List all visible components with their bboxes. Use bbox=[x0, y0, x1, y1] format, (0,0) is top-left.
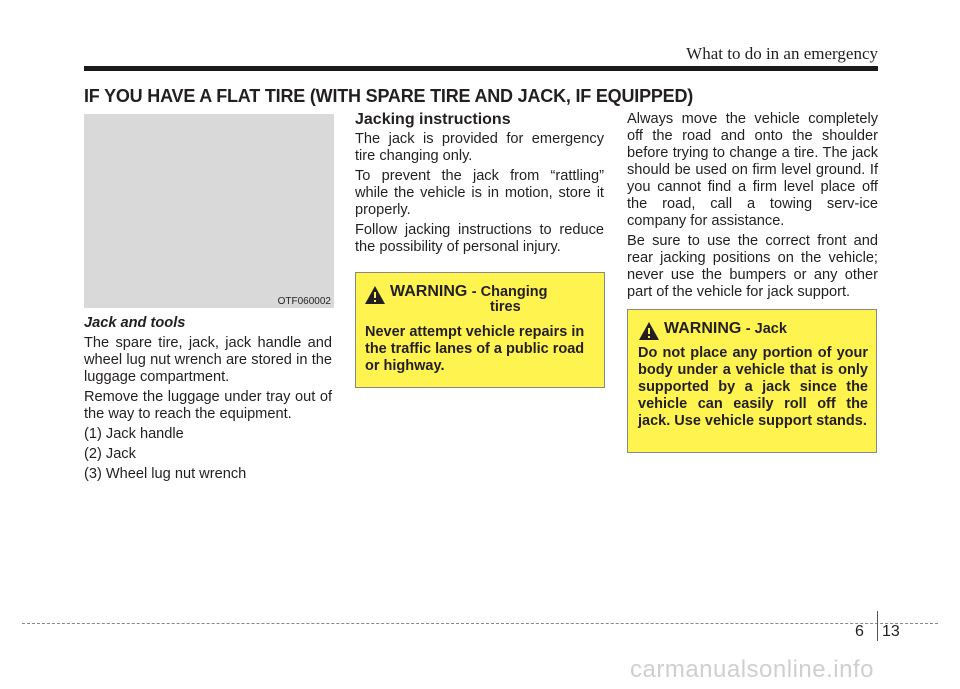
chapter-number: 6 bbox=[855, 623, 864, 640]
page-number: 13 bbox=[882, 623, 900, 640]
jack-tools-paragraph-1: The spare tire, jack, jack handle and wheel lug nut wrench are stored in the luggage compartment. bbox=[84, 335, 332, 385]
warning-triangle-icon bbox=[638, 321, 664, 341]
jack-tools-heading: Jack and tools bbox=[84, 315, 186, 331]
warning-body: Do not place any portion of your body under a vehicle that is only supported by a jack since the vehicle can easily roll off the jack. Use vehicle support stands. bbox=[638, 345, 868, 429]
jacking-paragraph-1: The jack is provided for emergency tire changing only. bbox=[355, 131, 604, 164]
warning-header bbox=[638, 320, 868, 341]
warning-label: WARNING bbox=[390, 283, 468, 300]
section-title: What to do in an emergency bbox=[686, 44, 878, 63]
warning-triangle-icon bbox=[364, 285, 390, 305]
warning-subject: - Changing bbox=[471, 284, 548, 300]
safety-paragraph-1: Always move the vehicle completely off the road and onto the shoulder before trying to change a tire. The jack should be used on firm level ground. If you cannot find a firm level place off the road, call a towing serv-ice company for assistance. bbox=[627, 111, 878, 229]
column-jack-and-tools bbox=[84, 315, 332, 486]
header-rule bbox=[84, 66, 878, 71]
page-title: IF YOU HAVE A FLAT TIRE (WITH SPARE TIRE AND JACK, IF EQUIPPED) bbox=[84, 86, 694, 106]
jacking-paragraph-3: Follow jacking instructions to reduce the possibility of personal injury. bbox=[355, 222, 604, 255]
warning-box-jack bbox=[627, 309, 877, 453]
warning-header bbox=[364, 283, 598, 315]
illustration-code: OTF060002 bbox=[277, 296, 331, 307]
watermark: carmanualsonline.info bbox=[630, 656, 874, 683]
jack-tools-paragraph-2: Remove the luggage under tray out of the way to reach the equipment. bbox=[84, 389, 332, 422]
footer-rule bbox=[22, 623, 938, 624]
jacking-instructions-heading: Jacking instructions bbox=[355, 111, 511, 128]
tool-list-item: (1) Jack handle bbox=[84, 426, 184, 442]
warning-subject-cont: tires bbox=[490, 299, 521, 315]
page-number-divider bbox=[877, 611, 878, 641]
column-vehicle-safety bbox=[627, 111, 878, 304]
tool-list-item: (2) Jack bbox=[84, 446, 136, 462]
warning-subject: - Jack bbox=[745, 321, 787, 337]
warning-body: Never attempt vehicle repairs in the traffic lanes of a public road or highway. bbox=[365, 324, 585, 374]
column-jacking-instructions bbox=[355, 111, 604, 259]
safety-paragraph-2: Be sure to use the correct front and rear jacking positions on the vehicle; never use the bumpers or any other part of the vehicle for jack support. bbox=[627, 233, 878, 300]
warning-label: WARNING bbox=[664, 320, 742, 337]
tool-list-item: (3) Wheel lug nut wrench bbox=[84, 466, 247, 482]
jacking-paragraph-2: To prevent the jack from “rattling” while the vehicle is in motion, store it properly. bbox=[355, 168, 604, 218]
jack-tools-illustration bbox=[84, 114, 334, 308]
warning-box-changing-tires bbox=[355, 272, 605, 388]
